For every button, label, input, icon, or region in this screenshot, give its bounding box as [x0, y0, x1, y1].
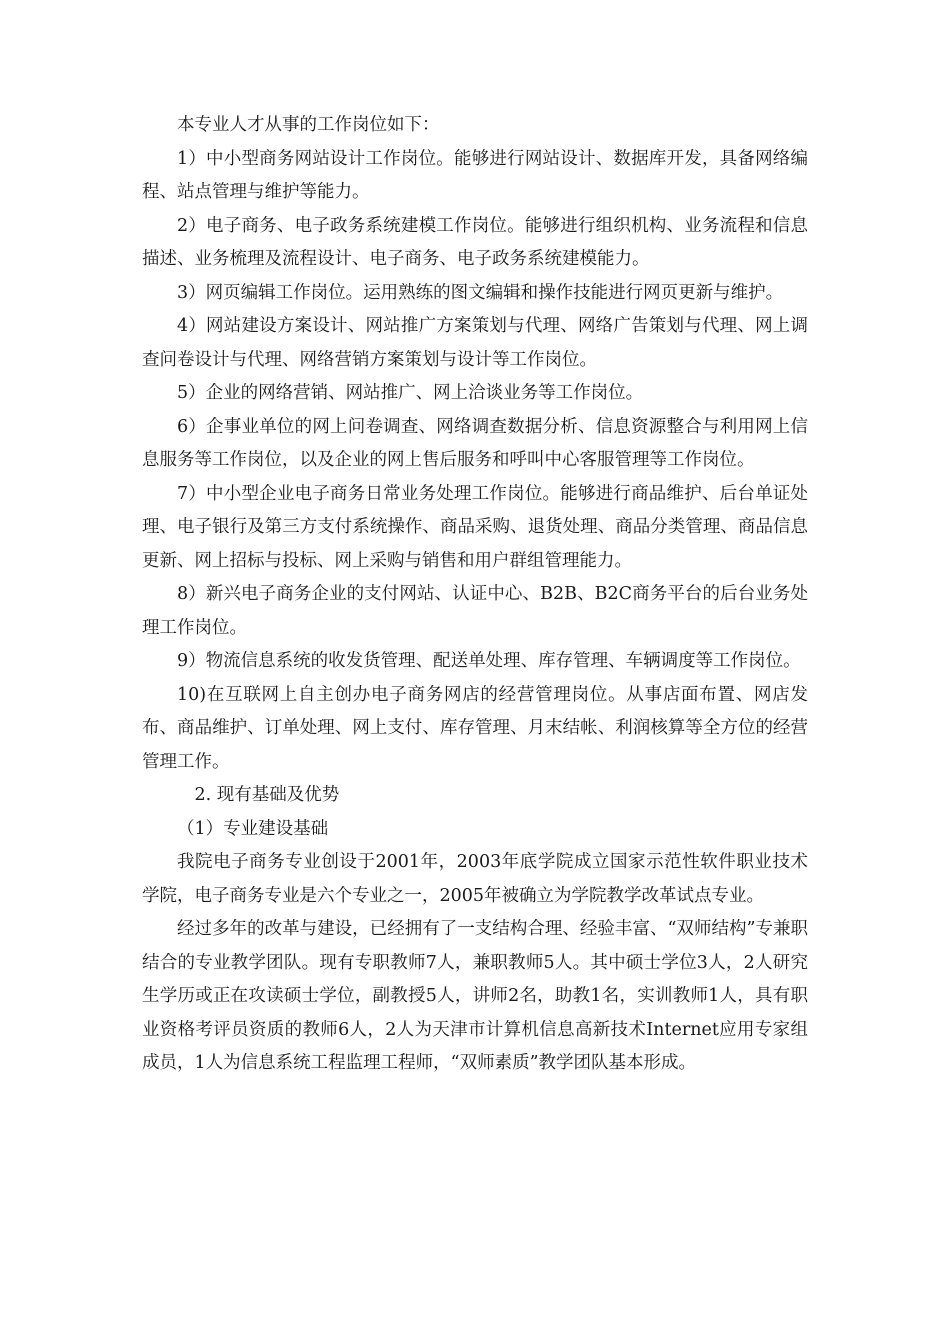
paragraph-item-6: 6）企事业单位的网上问卷调查、网络调查数据分析、信息资源整合与利用网上信息服务等工作岗位，以及企业的网上售后服务和呼叫中心客服管理等工作岗位。 [142, 416, 808, 470]
subsection-heading: （1）专业建设基础 [177, 818, 329, 839]
paragraph-item-10: 10)在互联网上自主创办电子商务网店的经营管理岗位。从事店面布置、网店发布、商品维护、订单处理、网上支付、库存管理、月末结帐、利润核算等全方位的经营管理工作。 [142, 684, 808, 772]
paragraph-item-7: 7）中小型企业电子商务日常业务处理工作岗位。能够进行商品维护、后台单证处理、电子银行及第三方支付系统操作、商品采购、退货处理、商品分类管理、商品信息更新、网上招标与投标、网上采购与销售和用户群组管理能力。 [142, 483, 808, 571]
paragraph-item-4: 4）网站建设方案设计、网站推广方案策划与代理、网络广告策划与代理、网上调查问卷设计与代理、网络营销方案策划与设计等工作岗位。 [142, 316, 808, 370]
paragraph-intro: 本专业人才从事的工作岗位如下： [177, 115, 440, 135]
paragraph-item-8: 8）新兴电子商务企业的支付网站、认证中心、B2B、B2C商务平台的后台业务处理工作岗位。 [142, 584, 808, 638]
paragraph-item-2: 2）电子商务、电子政务系统建模工作岗位。能够进行组织机构、业务流程和信息描述、业务梳理及流程设计、电子商务、电子政务系统建模能力。 [142, 215, 808, 269]
paragraph-item-5: 5）企业的网络营销、网站推广、网上洽谈业务等工作岗位。 [177, 383, 644, 403]
body-paragraph-1: 我院电子商务专业创设于2001年，2003年底学院成立国家示范性软件职业技术学院，电子商务专业是六个专业之一，2005年被确立为学院教学改革试点专业。 [142, 852, 808, 906]
section-heading: 2. 现有基础及优势 [194, 785, 340, 805]
paragraph-item-9: 9）物流信息系统的收发货管理、配送单处理、库存管理、车辆调度等工作岗位。 [177, 651, 801, 671]
paragraph-item-3: 3）网页编辑工作岗位。运用熟练的图文编辑和操作技能进行网页更新与维护。 [177, 282, 784, 303]
body-paragraph-2: 经过多年的改革与建设，已经拥有了一支结构合理、经验丰富、“双师结构”专兼职结合的专业教学团队。现有专职教师7人，兼职教师5人。其中硕士学位3人，2人研究生学历或正在攻读硕士学位，副教授5人，讲师2名，助教1名，实训教师1人，具有职业资格考评员资质的教师6人，2人为天津市计算机信息高新技术Internet应用专家组成员，1人为信息系统工程监理工程师，“双师素质”教学团队基本形成。 [142, 919, 808, 1073]
paragraph-item-1: 1）中小型商务网站设计工作岗位。能够进行网站设计、数据库开发，具备网络编程、站点管理与维护等能力。 [142, 148, 808, 202]
document-body [142, 109, 808, 1081]
